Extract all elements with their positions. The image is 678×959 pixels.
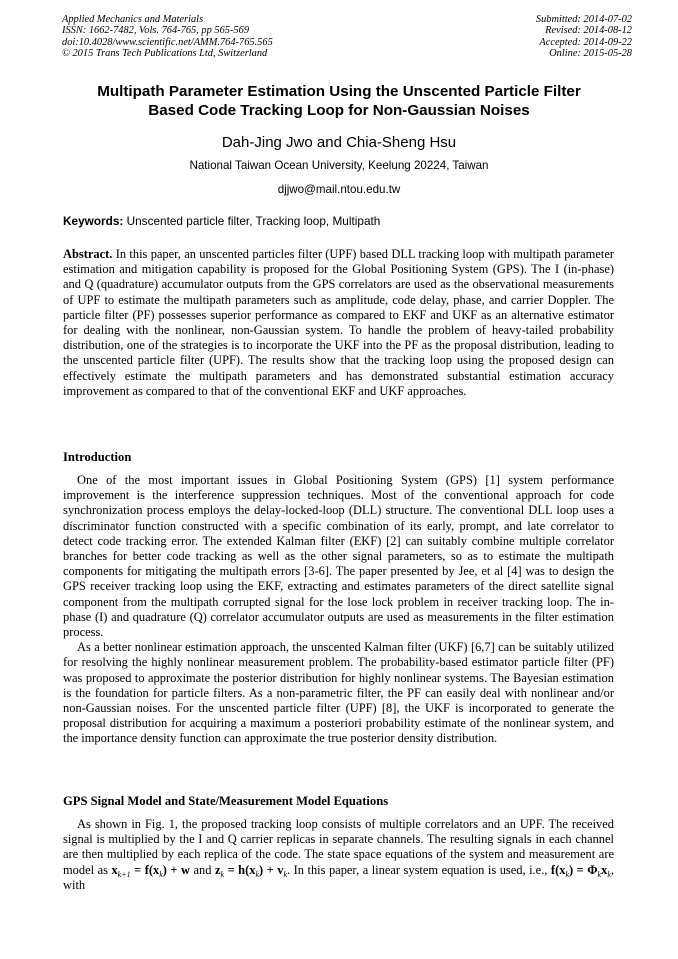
introduction-body bbox=[63, 473, 614, 747]
measurement-equation: $z_k = h(x_k) + v_k$ bbox=[214, 862, 288, 879]
abstract-text: In this paper, an unscented particles filter (UPF) based DLL tracking loop with multipath parameter estimation and mitigation capability is proposed for the Global Positioning System (GPS). The I (in-phase) and Q (quadrature) accumulator outputs from the GPS correlators are used as the observational measurements of UPF to estimate the multipath parameters such as amplitude, code delay, phase, and carrier Doppler. The particle filter (PF) possesses superior performance as compared to EKF and UKF as an alternative estimator for dealing with the nonlinear, non-Gaussian system. To handle the problem of heavy-tailed probability distribution, one of the strategies is to incorporate the UKF into the PF as the proposal distribution, leading to the unscented particle filter (UPF). The results show that the tracking loop using the proposed design can effectively estimate the multipath parameters and has demonstrated substantial estimation accuracy improvement as compared to that of the conventional EKF and UKF approaches. bbox=[63, 247, 614, 398]
title-line-1: Multipath Parameter Estimation Using the Unscented Particle Filter bbox=[97, 83, 581, 100]
intro-paragraph: One of the most important issues in Global Positioning System (GPS) [1] system performance improvement is the interference suppression techniques. Most of the conventional approach for code synchronization process employs the delay-locked-loop (DLL) structure. The conventional DLL loop uses a discriminator function constructed with a specific combination of its early, prompt, and late correlator to detect code tracking error. The extended Kalman filter (EKF) [2] can suitably combine multiple correlator branches for better code tracking as well as the other signal parameters, so as to estimate the multipath components for mitigating the multipath errors [3-6]. The paper presented by Jee, et al [4] was to design the GPS receiver tracking loop using the EKF, extracting and estimates parameters of the direct satellite signal component from the multipath corrupted signal for the lose lock problem in receiver tracking loop. The in-phase (I) and quadrature (Q) correlator accumulator outputs are used as measurements in the filter estimation process. bbox=[63, 473, 614, 640]
keywords-label: Keywords: bbox=[63, 214, 124, 228]
section-heading-gps-model: GPS Signal Model and State/Measurement Model Equations bbox=[63, 794, 389, 808]
issn-volume: ISSN: 1662-7482, Vols. 764-765, pp 565-569 bbox=[62, 25, 250, 37]
linear-system-equation: $f(x_k) = \Phi_kx_k$ bbox=[550, 862, 611, 879]
gps-text: . In this paper, a linear system equation is used, i.e., bbox=[287, 862, 551, 877]
author-email: djjwo@mail.ntou.edu.tw bbox=[277, 183, 401, 196]
submission-dates bbox=[536, 14, 632, 60]
gps-text: and bbox=[190, 862, 215, 877]
online-date: Online: 2015-05-28 bbox=[549, 48, 632, 60]
authors: Dah-Jing Jwo and Chia-Sheng Hsu bbox=[221, 134, 457, 151]
affiliation: National Taiwan Ocean University, Keelung 20224, Taiwan bbox=[189, 159, 489, 172]
revised-date: Revised: 2014-08-12 bbox=[545, 25, 632, 37]
abstract-label: Abstract. bbox=[63, 247, 113, 261]
state-equation: $x_{k+1} = f(x_k) + w$ bbox=[111, 862, 190, 879]
journal-info bbox=[62, 14, 273, 60]
paper-title bbox=[40, 82, 638, 120]
gps-text: , with bbox=[63, 862, 614, 892]
journal-name: Applied Mechanics and Materials bbox=[62, 14, 204, 25]
gps-text: As shown in Fig. 1, the proposed tracking loop consists of multiple correlators and an UPF. The received signal is multiplied by the I and Q carrier replicas in separate channels. The resulting signals in each channel are then multiplied by each replica of the code. The state space equations of the system and measurement are model as bbox=[63, 817, 614, 877]
keywords bbox=[63, 214, 638, 228]
abstract bbox=[63, 247, 614, 399]
title-line-2: Based Code Tracking Loop for Non-Gaussian Noises bbox=[148, 102, 530, 119]
gps-model-body bbox=[63, 817, 614, 893]
copyright: © 2015 Trans Tech Publications Ltd, Switzerland bbox=[62, 48, 268, 60]
doi: doi:10.4028/www.scientific.net/AMM.764-765.565 bbox=[62, 36, 273, 48]
section-heading-introduction: Introduction bbox=[63, 450, 132, 464]
keywords-text: Unscented particle filter, Tracking loop, Multipath bbox=[123, 214, 381, 228]
accepted-date: Accepted: 2014-09-22 bbox=[539, 36, 632, 48]
gps-paragraph bbox=[63, 817, 614, 893]
intro-paragraph: As a better nonlinear estimation approach, the unscented Kalman filter (UKF) [6,7] can be suitably utilized for resolving the highly nonlinear measurement problem. The probability-based estimator particle filter (PF) was proposed to approximate the posterior distribution for highly nonlinear systems. The Bayesian estimation is the foundation for particle filters. As a non-parametric filter, the PF can easily deal with nonlinear and/or non-Gaussian noises. For the unscented particle filter (UPF) [8], the UKF is incorporated to generate the proposal distribution for acquiring a maximum a posteriori probability estimate of the nonlinear system, and the importance density function can approximate the true posterior density distribution. bbox=[63, 640, 614, 746]
submitted-date: Submitted: 2014-07-02 bbox=[535, 14, 632, 25]
